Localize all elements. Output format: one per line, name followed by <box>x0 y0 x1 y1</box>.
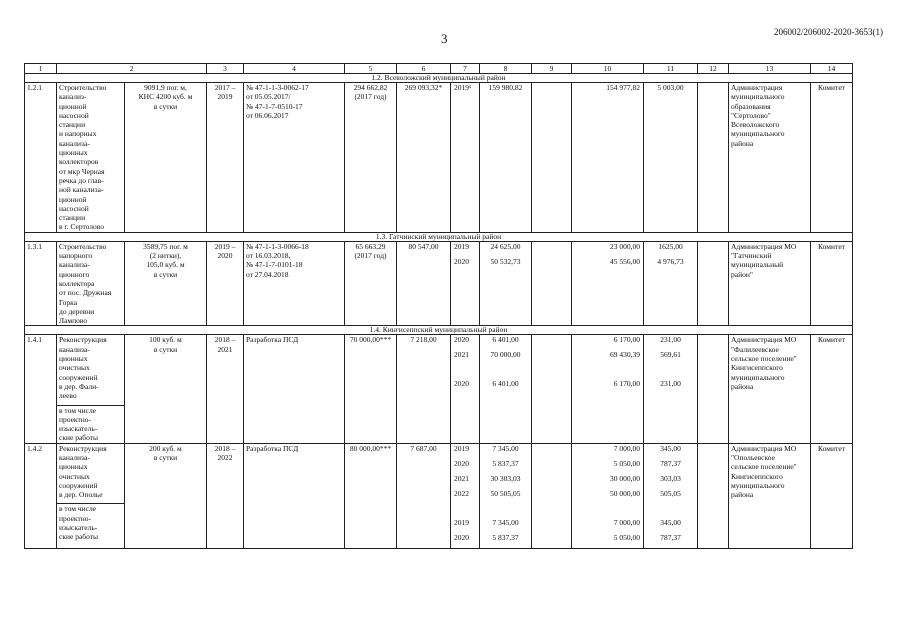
text-line: 2022 <box>217 452 233 462</box>
column-header: 1 <box>25 64 57 74</box>
year-value: 50 505,05 <box>490 488 521 498</box>
text-line: Разработка ПСД <box>246 443 299 453</box>
text-line: изыскатель- <box>59 523 98 533</box>
text-line: очистных <box>59 363 90 373</box>
year-values <box>453 444 477 504</box>
year-values <box>453 242 477 272</box>
year-value: 5 050,00 <box>613 458 640 468</box>
year-value: 2020 <box>454 379 469 389</box>
year-value: 50 532,73 <box>490 256 521 266</box>
column-header: 3 <box>207 64 244 74</box>
text-line: в дер. Ополье <box>59 490 103 500</box>
text-line: район" <box>731 269 753 279</box>
year-value: 23 000,00 <box>610 241 640 251</box>
object-name <box>57 241 125 326</box>
table-row <box>25 241 853 326</box>
responsible-org <box>729 83 811 233</box>
column-header: 13 <box>729 64 811 74</box>
text-line: КНС 4200 куб. м <box>138 92 193 102</box>
text-line: 2021 <box>217 344 233 354</box>
text-line: ционных <box>59 148 88 158</box>
text-line: 2019 <box>217 92 233 102</box>
year-values <box>574 242 641 272</box>
local-values <box>644 335 698 443</box>
text-line: Кингисеппского <box>731 363 783 373</box>
year-value: 231,00 <box>660 335 681 345</box>
column-header: 11 <box>644 64 698 74</box>
text-line: муниципального <box>731 480 785 490</box>
text-line: до деревни <box>59 306 95 316</box>
text-line: "Сертолово" <box>731 110 771 120</box>
local-values <box>644 83 698 233</box>
text-line: насосной <box>59 203 89 213</box>
text-line: ной канализа- <box>59 185 104 195</box>
text-line: муниципального <box>731 129 785 139</box>
year-values <box>482 83 529 98</box>
text-line: района <box>731 138 754 148</box>
column-header: 6 <box>397 64 451 74</box>
text-line: канализа- <box>59 344 90 354</box>
year-value: 6 170,00 <box>613 379 640 389</box>
col12-empty <box>698 241 729 326</box>
column-header: 14 <box>811 64 853 74</box>
text-line: (2017 год) <box>354 251 387 261</box>
text-line: 2018 – <box>214 335 236 345</box>
text-line: канализа- <box>59 138 90 148</box>
year-values <box>646 444 695 504</box>
text-line: "Фалилеевское <box>731 344 779 354</box>
text-line: № 47-1-7-0510-17 <box>246 101 303 111</box>
text-line: леево <box>59 391 77 401</box>
capacity <box>125 241 207 326</box>
year-values <box>482 444 529 504</box>
year-value: 569,61 <box>660 350 681 360</box>
text-line: Всеволожского <box>731 120 780 130</box>
local-values <box>644 241 698 326</box>
column-header: 2 <box>57 64 207 74</box>
text-line: ционных <box>59 354 88 364</box>
year-value: 6 401,00 <box>492 335 519 345</box>
col14-value: Комитет <box>811 335 853 443</box>
text-line: речка до глав- <box>59 175 104 185</box>
estimated-cost <box>345 443 397 548</box>
text-line: в сутки <box>153 101 178 111</box>
text-line: ционной <box>59 101 87 111</box>
year-value: 30 303,03 <box>490 473 521 483</box>
text-line: муниципального <box>731 372 785 382</box>
text-line: Реконструкция <box>59 335 107 345</box>
capacity <box>125 83 207 233</box>
responsible-org <box>729 443 811 548</box>
year-value: 2020 <box>454 335 469 345</box>
estimated-cost <box>345 335 397 443</box>
year-value: 1625,00 <box>658 241 683 251</box>
period <box>207 241 244 326</box>
text-line: 2018 – <box>214 443 236 453</box>
year-values <box>646 335 695 365</box>
year-value: 7 000,00 <box>613 517 640 527</box>
text-line: очистных <box>59 471 90 481</box>
regional-values <box>572 241 644 326</box>
year-value: 345,00 <box>660 517 681 527</box>
text-line: 2017 – <box>214 83 236 92</box>
text-line: в сутки <box>153 344 178 354</box>
year-values <box>574 518 641 548</box>
year-values <box>453 518 477 548</box>
text-line: Разработка ПСД <box>246 335 299 345</box>
regional-values <box>572 335 644 443</box>
year-value: 2019¹ <box>454 83 472 92</box>
text-line: Лампово <box>59 316 88 326</box>
section-header-row <box>25 326 853 335</box>
years <box>451 83 480 233</box>
text-line: сельское поселение" <box>731 354 797 364</box>
regional-values <box>572 83 644 233</box>
text-line: коллекторов <box>59 157 99 167</box>
year-value: 154 977,82 <box>606 83 640 92</box>
text-line: муниципальный <box>731 260 784 270</box>
text-line: сооружений <box>59 480 98 490</box>
object-name <box>57 443 125 548</box>
column-header: 4 <box>244 64 345 74</box>
year-value: 2020 <box>454 532 469 542</box>
text-line: ские работы <box>59 433 99 443</box>
capacity <box>125 443 207 548</box>
total-values <box>480 443 532 548</box>
text-line: Администрация МО <box>731 335 797 345</box>
text-line: № 47-1-1-3-0066-18 <box>246 241 309 251</box>
section-title: 1.3. Гатчинский муниципальный район <box>25 232 853 241</box>
row-number: 1.4.2 <box>25 443 57 548</box>
text-line: станции <box>59 213 86 223</box>
text-line: ционной <box>59 194 87 204</box>
column-header: 8 <box>480 64 532 74</box>
col6-value: 7 687,00 <box>397 443 451 548</box>
total-values <box>480 335 532 443</box>
years <box>451 443 480 548</box>
object-name <box>57 335 125 443</box>
year-value: 2020 <box>454 256 469 266</box>
total-values <box>480 83 532 233</box>
responsible-org <box>729 335 811 443</box>
text-line: канализа- <box>59 260 90 270</box>
program-table <box>24 63 853 549</box>
local-values <box>644 443 698 548</box>
period <box>207 335 244 443</box>
text-line: (2 нитки), <box>149 251 182 261</box>
text-line: от 05.05.2017/ <box>246 92 291 102</box>
year-value: 69 430,39 <box>610 350 640 360</box>
estimated-cost <box>345 241 397 326</box>
col9-empty <box>532 241 572 326</box>
responsible-org <box>729 241 811 326</box>
text-line: в том числе <box>59 405 97 415</box>
text-line: 9091,9 пог. м, <box>144 83 187 92</box>
year-values <box>646 379 695 394</box>
row-number: 1.2.1 <box>25 83 57 233</box>
year-value: 4 976,73 <box>657 256 684 266</box>
text-line: (2017 год) <box>354 92 387 102</box>
year-values <box>453 335 477 365</box>
text-line: № 47-1-7-0101-18 <box>246 260 303 270</box>
year-value: 5 003,00 <box>657 83 684 92</box>
text-line: 105,0 куб. м <box>146 260 185 270</box>
text-line: от 27.04.2018 <box>246 269 289 279</box>
year-values <box>646 242 695 272</box>
table-row <box>25 83 853 233</box>
year-values <box>453 379 477 394</box>
estimated-cost <box>345 83 397 233</box>
text-line: 3589,75 пог. м <box>143 241 188 251</box>
documents <box>244 443 345 548</box>
text-line: Администрация МО <box>731 443 797 453</box>
year-value: 2019 <box>454 443 469 453</box>
text-line: проектно- <box>59 513 92 523</box>
text-line: Строительство <box>59 241 107 251</box>
text-line: 2020 <box>217 251 233 261</box>
text-line: в сутки <box>153 269 178 279</box>
document-number: 206002/206002-2020-3653(1) <box>774 27 883 37</box>
text-line: сооружений <box>59 372 98 382</box>
regional-values <box>572 443 644 548</box>
text-line: изыскатель- <box>59 424 98 434</box>
text-line: коллектора <box>59 278 95 288</box>
year-values <box>574 83 641 98</box>
col12-empty <box>698 83 729 233</box>
text-line: напорного <box>59 251 93 261</box>
text-line: 100 куб. м <box>149 335 182 345</box>
documents <box>244 335 345 443</box>
year-values <box>646 83 695 98</box>
year-value: 7 345,00 <box>492 443 519 453</box>
text-line: Кингисеппского <box>731 471 783 481</box>
text-line: в дер. Фали- <box>59 381 99 391</box>
year-value: 70 000,00 <box>490 350 521 360</box>
text-line: Строительство <box>59 83 107 92</box>
year-values <box>482 379 529 394</box>
text-line: канализа- <box>59 452 90 462</box>
year-value: 505,05 <box>660 488 681 498</box>
year-values <box>646 518 695 548</box>
text-line: сельское поселение" <box>731 462 797 472</box>
text-line: Реконструкция <box>59 443 107 453</box>
text-line: "Опольевское <box>731 452 775 462</box>
year-value: 5 050,00 <box>613 532 640 542</box>
year-values <box>453 83 477 98</box>
text-line: Администрация МО <box>731 241 797 251</box>
column-header: 12 <box>698 64 729 74</box>
years <box>451 241 480 326</box>
year-values <box>574 379 641 394</box>
section-title: 1.2. Всеволожский муниципальный район <box>25 74 853 83</box>
text-line: в сутки <box>153 452 178 462</box>
table-row <box>25 443 853 548</box>
year-values <box>482 335 529 365</box>
text-line: в том числе <box>59 504 97 514</box>
year-value: 6 170,00 <box>613 335 640 345</box>
capacity <box>125 335 207 443</box>
column-header: 7 <box>451 64 480 74</box>
year-value: 159 980,82 <box>488 83 523 92</box>
year-value: 5 837,37 <box>492 458 519 468</box>
col6-value: 269 093,32* <box>397 83 451 233</box>
text-line: Администрация <box>731 83 783 92</box>
text-line: канализ- <box>59 92 87 102</box>
year-value: 2021 <box>454 473 469 483</box>
text-line: от пос. Дружная <box>59 288 112 298</box>
period <box>207 443 244 548</box>
text-line: № 47-1-1-3-0062-17 <box>246 83 309 92</box>
text-line: 2019 – <box>214 241 236 251</box>
row-number: 1.4.1 <box>25 335 57 443</box>
years <box>451 335 480 443</box>
section-header-row <box>25 232 853 241</box>
text-line: образования <box>731 101 771 111</box>
text-line: района <box>731 490 754 500</box>
text-line: Горка <box>59 297 78 307</box>
text-line: от мкр Черная <box>59 166 105 176</box>
section-title: 1.4. Кингисеппский муниципальный район <box>25 326 853 335</box>
year-value: 45 556,00 <box>610 256 640 266</box>
year-value: 2019 <box>454 241 469 251</box>
text-line: ционных <box>59 462 88 472</box>
col14-value: Комитет <box>811 83 853 233</box>
column-header: 10 <box>572 64 644 74</box>
documents <box>244 83 345 233</box>
page-number: 3 <box>441 31 448 46</box>
text-line: и напорных <box>59 129 97 139</box>
col9-empty <box>532 335 572 443</box>
year-value: 30 000,00 <box>610 473 640 483</box>
col9-empty <box>532 443 572 548</box>
text-line: 294 662,82 <box>353 83 388 92</box>
year-value: 2022 <box>454 488 469 498</box>
text-line: 80 000,00*** <box>349 443 392 453</box>
col9-empty <box>532 83 572 233</box>
text-line: в г. Сертолово <box>59 222 105 232</box>
col6-value: 7 218,00 <box>397 335 451 443</box>
text-line: от 06.06.2017 <box>246 110 289 120</box>
year-value: 345,00 <box>660 443 681 453</box>
year-values <box>482 242 529 272</box>
year-value: 2019 <box>454 517 469 527</box>
documents <box>244 241 345 326</box>
year-values <box>574 335 641 365</box>
col14-value: Комитет <box>811 443 853 548</box>
year-value: 50 000,00 <box>610 488 640 498</box>
year-values <box>482 518 529 548</box>
text-line: 200 куб. м <box>149 443 182 453</box>
column-header: 5 <box>345 64 397 74</box>
year-value: 787,37 <box>660 458 681 468</box>
text-line: 65 663,29 <box>355 241 386 251</box>
object-name <box>57 83 125 233</box>
year-values <box>574 444 641 504</box>
period <box>207 83 244 233</box>
col14-value: Комитет <box>811 241 853 326</box>
col12-empty <box>698 443 729 548</box>
text-line: ские работы <box>59 532 99 542</box>
column-header: 9 <box>532 64 572 74</box>
text-line: муниципального <box>731 92 785 102</box>
total-values <box>480 241 532 326</box>
row-number: 1.3.1 <box>25 241 57 326</box>
table-row <box>25 335 853 443</box>
col12-empty <box>698 335 729 443</box>
col6-value: 80 547,00 <box>397 241 451 326</box>
year-value: 6 401,00 <box>492 379 519 389</box>
text-line: 70 000,00*** <box>349 335 392 345</box>
text-line: от 16.03.2018, <box>246 251 291 261</box>
year-value: 5 837,37 <box>492 532 519 542</box>
year-value: 787,37 <box>660 532 681 542</box>
text-line: "Гатчинский <box>731 251 772 261</box>
year-value: 231,00 <box>660 379 681 389</box>
year-value: 2021 <box>454 350 469 360</box>
text-line: района <box>731 381 754 391</box>
year-value: 2020 <box>454 458 469 468</box>
text-line: станции <box>59 120 86 130</box>
text-line: проектно- <box>59 414 92 424</box>
year-value: 24 625,00 <box>490 241 521 251</box>
text-line: ционного <box>59 269 90 279</box>
section-header-row <box>25 74 853 83</box>
text-line: насосной <box>59 110 89 120</box>
year-value: 7 000,00 <box>613 443 640 453</box>
year-value: 303,03 <box>660 473 681 483</box>
column-header-row <box>25 64 853 74</box>
year-value: 7 345,00 <box>492 517 519 527</box>
